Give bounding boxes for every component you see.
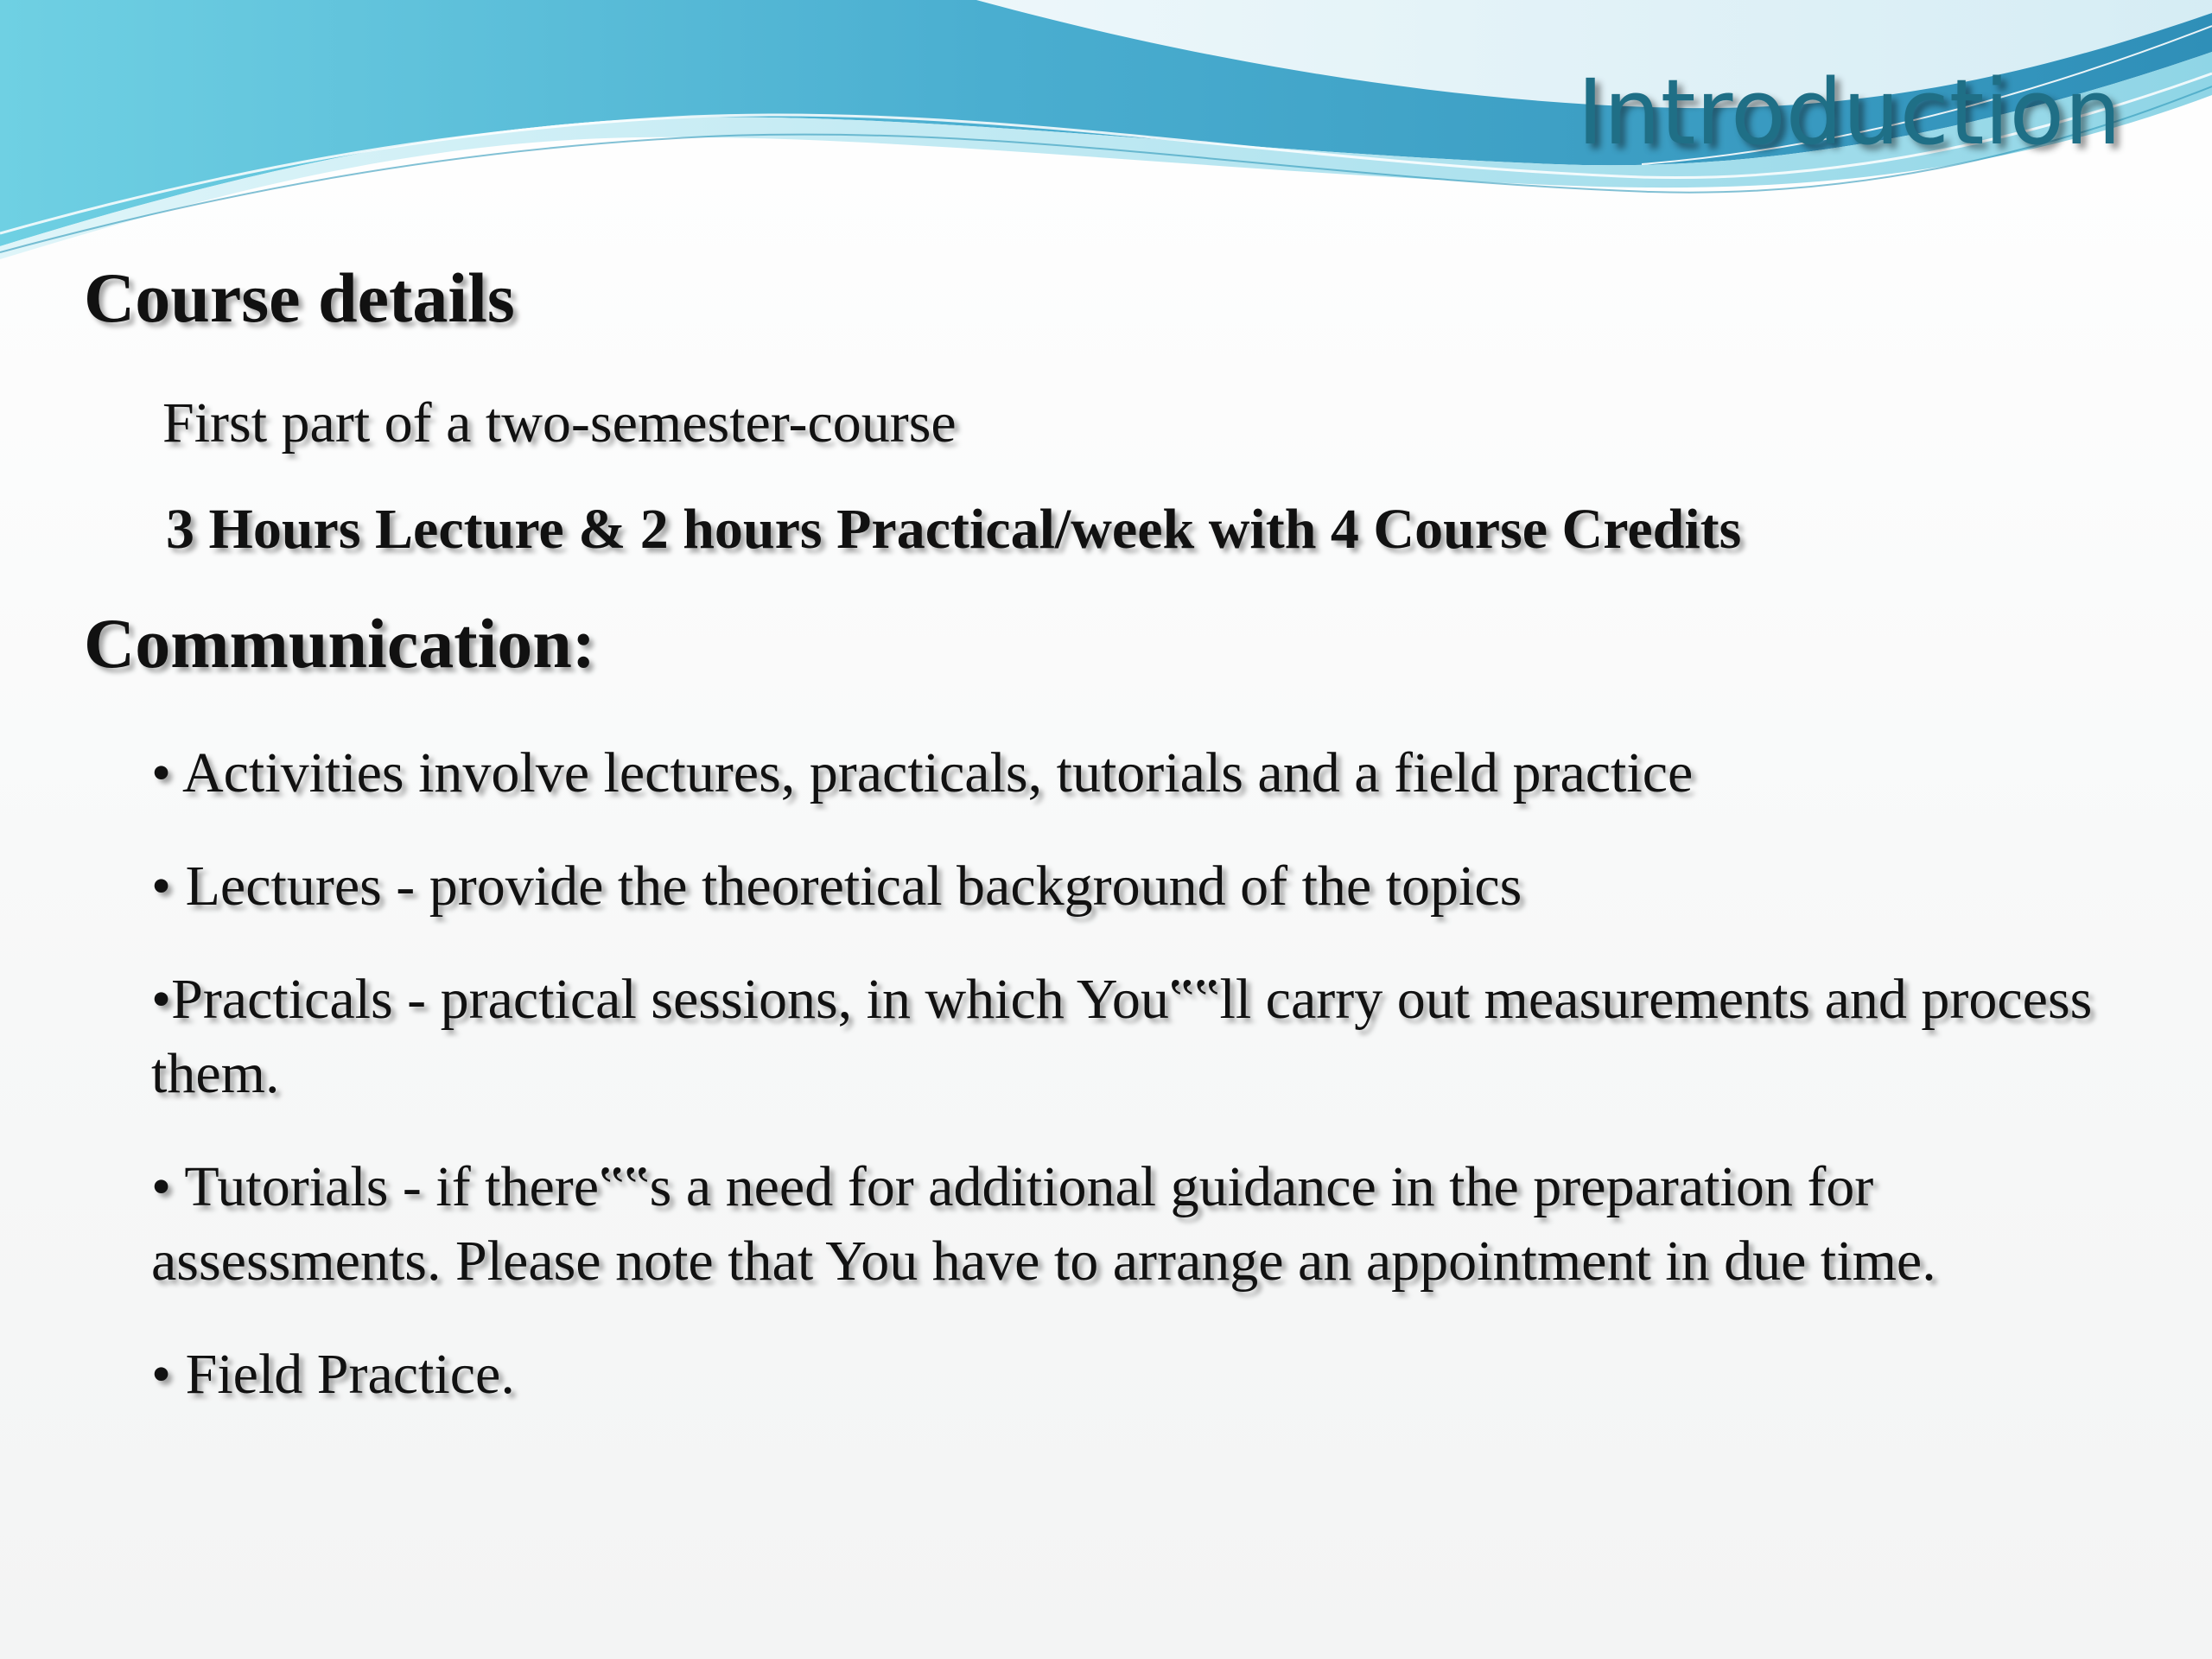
bullet-tutorials: • Tutorials - if there‟‟s a need for additional guidance in the preparation for assessments. Please note that You have to arrange an appointment in due time. — [151, 1155, 1936, 1293]
slide-title: Introduction — [1577, 60, 2121, 165]
bullet-lectures: • Lectures - provide the theoretical background of the topics — [151, 855, 1522, 918]
communication-heading: Communication: — [84, 604, 596, 683]
course-details-line-1: First part of a two-semester-course — [162, 391, 957, 454]
bullet-practicals: •Practicals - practical sessions, in which You‟‟ll carry out measurements and process them. — [151, 968, 2093, 1105]
course-details-line-2: 3 Hours Lecture & 2 hours Practical/week with 4 Course Credits — [166, 498, 1742, 561]
bullet-activities: • Activities involve lectures, practicals, tutorials and a field practice — [151, 741, 1694, 804]
course-details-heading: Course details — [84, 258, 515, 337]
communication-bullet-list — [151, 736, 2095, 1451]
bullet-field-practice: • Field Practice. — [151, 1343, 515, 1406]
